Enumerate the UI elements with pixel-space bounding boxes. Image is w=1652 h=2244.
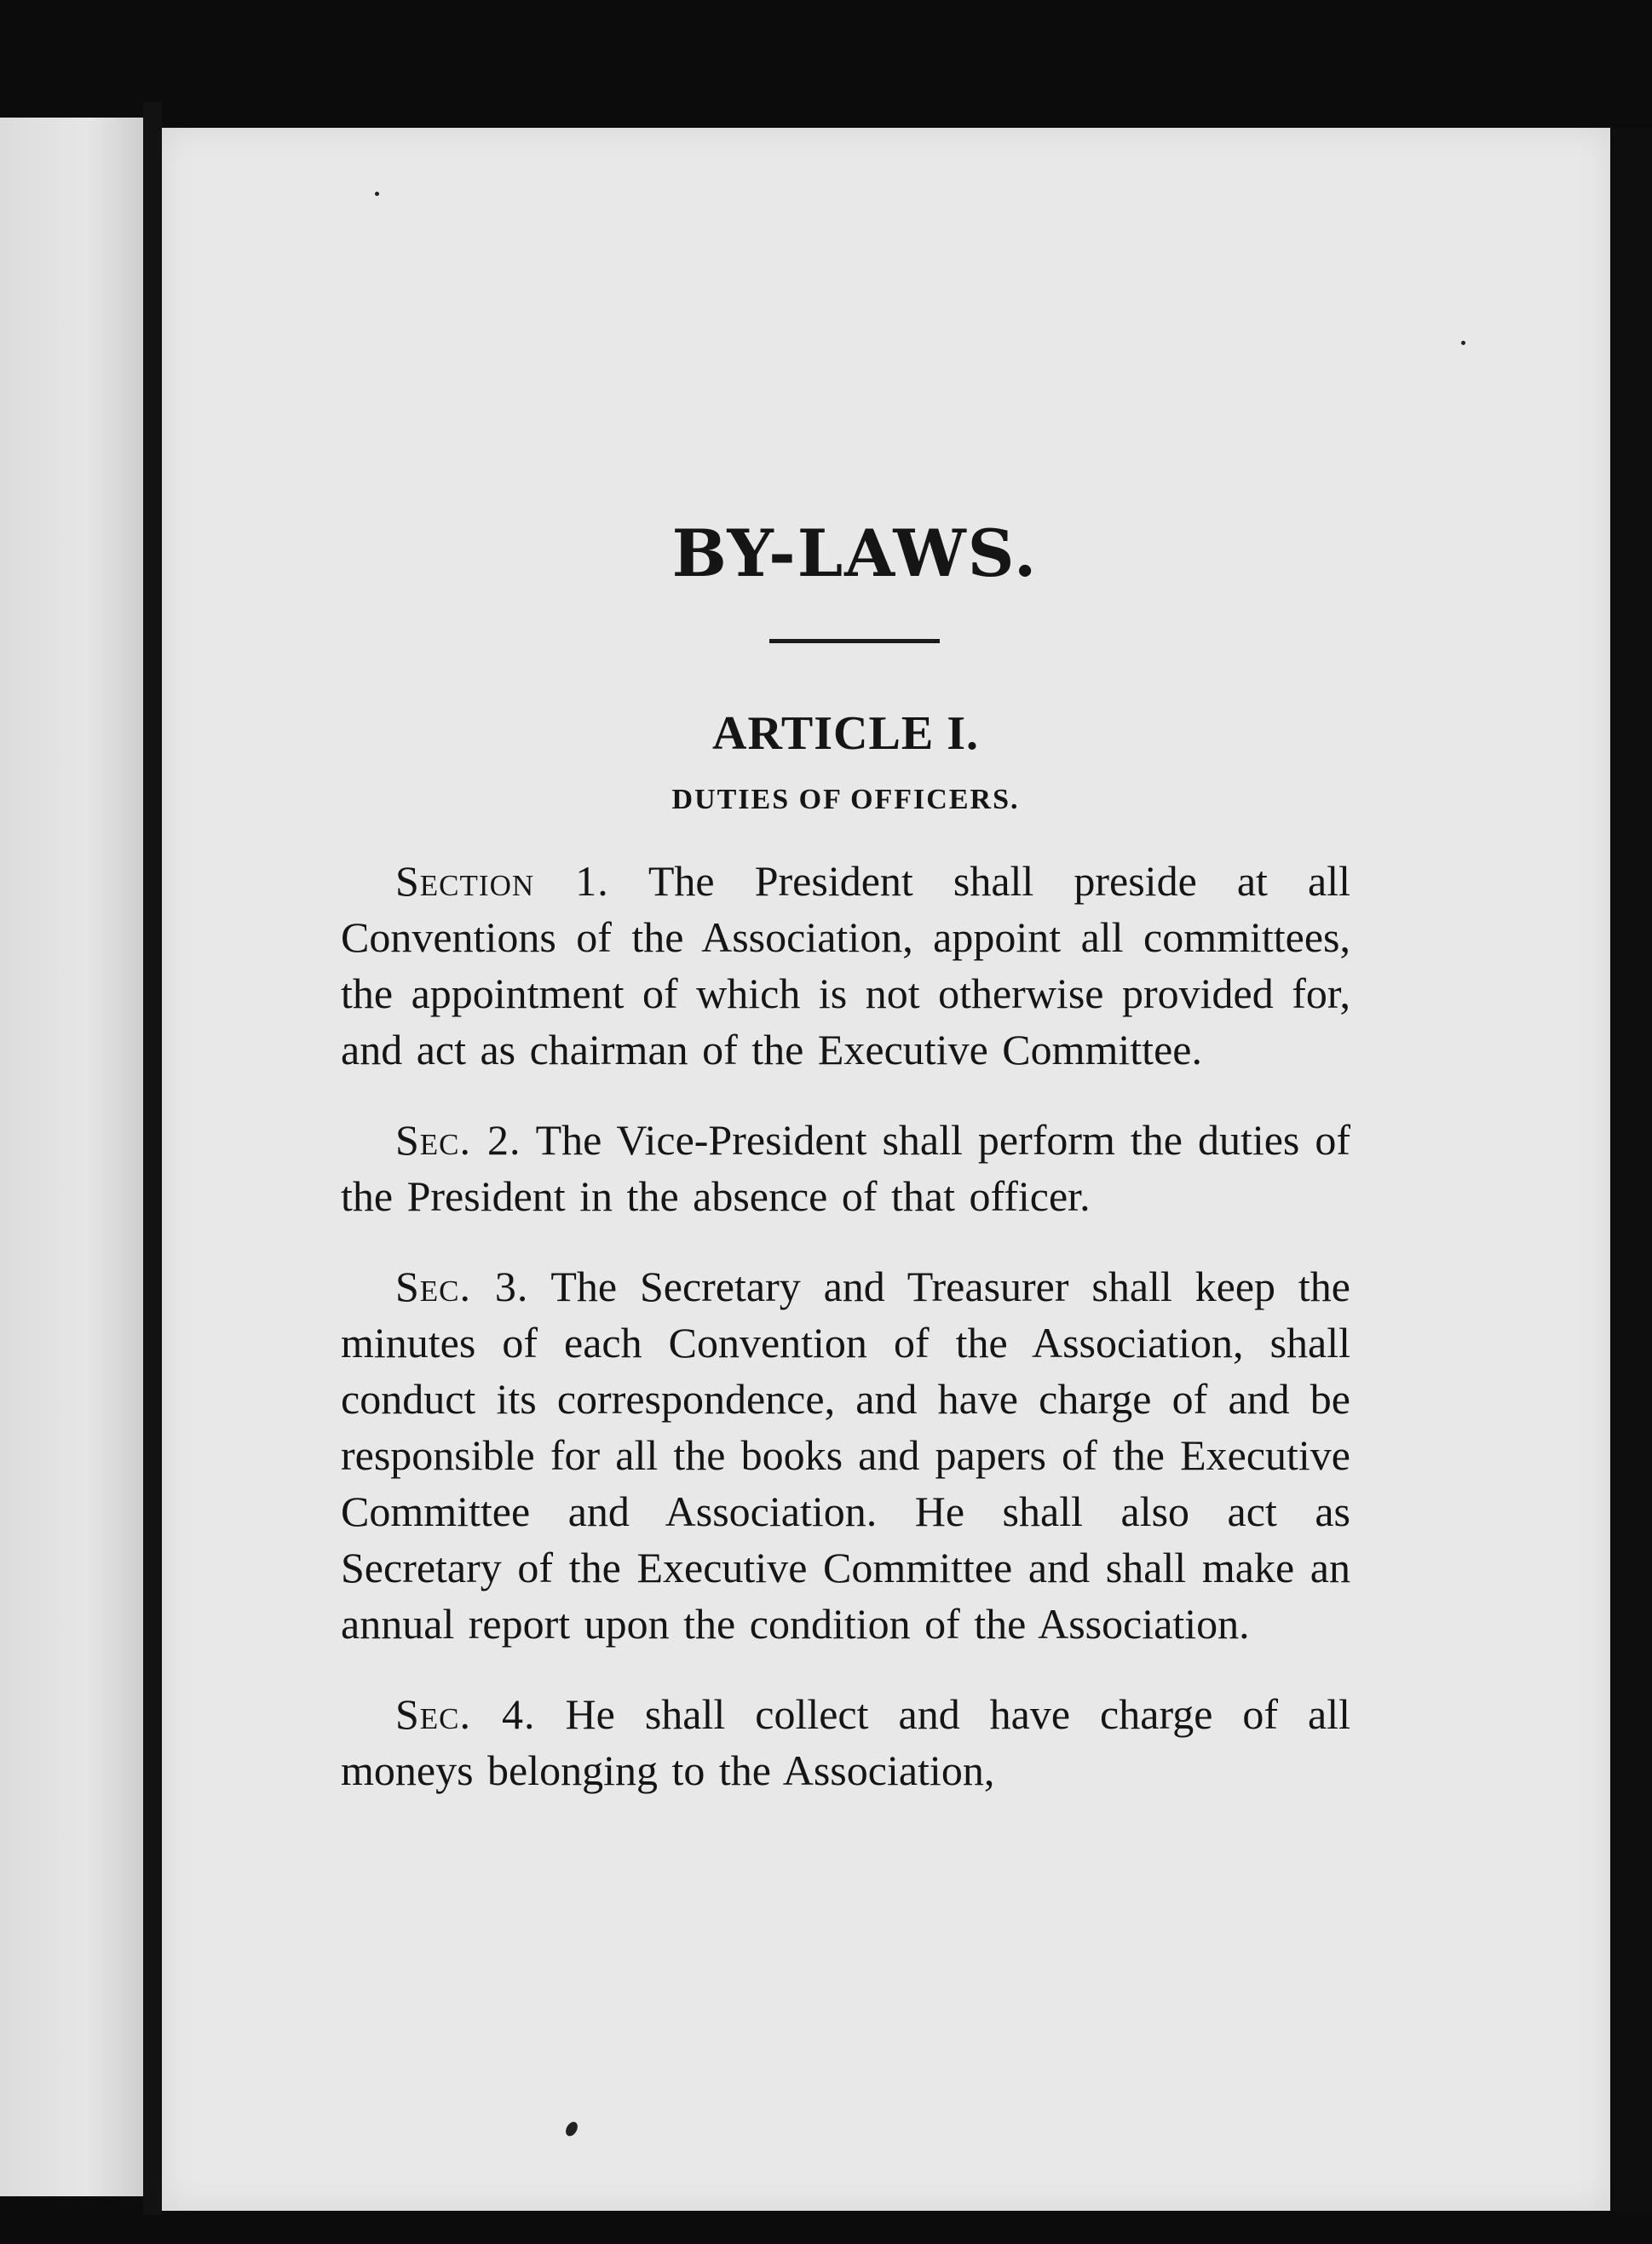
- section-text: He shall collect and have charge of all moneys belonging to the Association,: [341, 1690, 1350, 1794]
- section-1: [341, 853, 1350, 1078]
- facing-page-edge: [0, 118, 143, 2196]
- section-label: Sec. 4.: [395, 1690, 536, 1738]
- page-title: BY-LAWS.: [671, 515, 1039, 591]
- section-3: [341, 1258, 1350, 1652]
- article-heading: ARTICLE I.: [712, 707, 979, 760]
- section-label: Sec. 3.: [395, 1263, 529, 1310]
- section-label: Section 1.: [395, 857, 609, 905]
- ink-speck: [563, 2120, 579, 2138]
- section-4: [341, 1686, 1350, 1798]
- page-content: [341, 511, 1350, 1798]
- section-2: [341, 1112, 1350, 1224]
- article-subheading: DUTIES OF OFFICERS.: [671, 784, 1020, 815]
- right-border: [1610, 128, 1652, 2211]
- section-text: The Vice-President shall perform the duties of the President in the absence of that officer.: [341, 1116, 1350, 1220]
- section-text: The President shall preside at all Conventions of the Association, appoint all committees, the appointment of which is not otherwise provided for, and act as chairman of the Executive Committee.: [341, 857, 1350, 1073]
- section-text: The Secretary and Treasurer shall keep the minutes of each Convention of the Association, shall conduct its correspondence, and have charge of and be responsible for all the books and papers of the Executive Committee and Association. He shall also act as Secretary of the Executive Committee and shall make an annual report upon the condition of the Association.: [341, 1263, 1350, 1648]
- title-rule: [769, 639, 940, 643]
- ink-speck: [375, 192, 379, 196]
- binding-gutter: [143, 102, 162, 2215]
- ink-speck: [1461, 341, 1465, 345]
- section-label: Sec. 2.: [395, 1116, 521, 1164]
